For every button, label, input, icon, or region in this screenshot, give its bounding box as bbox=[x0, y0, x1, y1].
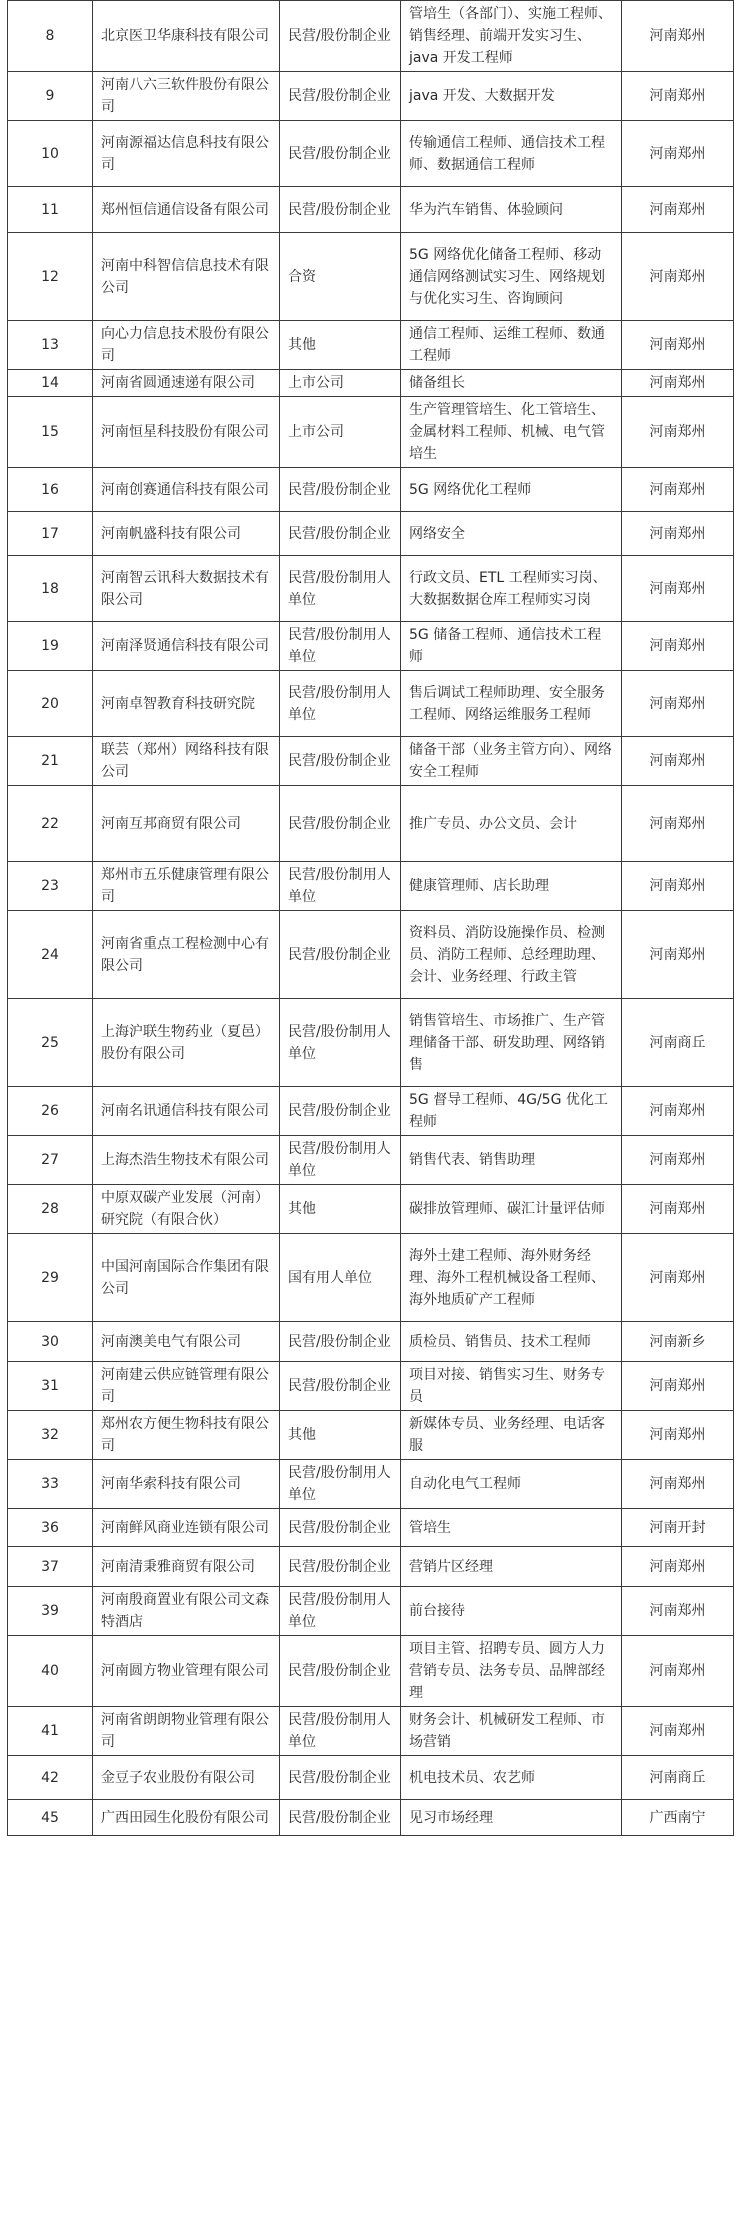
company-name-cell: 金豆子农业股份有限公司 bbox=[93, 1756, 280, 1800]
company-name-cell: 河南卓智教育科技研究院 bbox=[93, 671, 280, 737]
row-number-cell: 28 bbox=[8, 1185, 93, 1234]
table-row bbox=[8, 622, 734, 671]
row-number-cell: 45 bbox=[8, 1800, 93, 1836]
row-number-cell: 17 bbox=[8, 512, 93, 556]
positions-cell: 管培生（各部门）、实施工程师、销售经理、前端开发实习生、java 开发工程师 bbox=[401, 1, 622, 72]
company-name-cell: 河南澳美电气有限公司 bbox=[93, 1322, 280, 1362]
location-cell: 河南郑州 bbox=[622, 1136, 734, 1185]
company-type-cell: 民营/股份制企业 bbox=[280, 187, 401, 233]
positions-cell: 自动化电气工程师 bbox=[401, 1460, 622, 1509]
row-number-cell: 29 bbox=[8, 1234, 93, 1322]
company-name-cell: 河南圆方物业管理有限公司 bbox=[93, 1636, 280, 1707]
location-cell: 河南郑州 bbox=[622, 1411, 734, 1460]
row-number-cell: 10 bbox=[8, 121, 93, 187]
company-name-cell: 郑州农方便生物科技有限公司 bbox=[93, 1411, 280, 1460]
company-type-cell: 民营/股份制企业 bbox=[280, 911, 401, 999]
company-name-cell: 河南创赛通信科技有限公司 bbox=[93, 468, 280, 512]
location-cell: 河南郑州 bbox=[622, 862, 734, 911]
company-type-cell: 国有用人单位 bbox=[280, 1234, 401, 1322]
positions-cell: 行政文员、ETL 工程师实习岗、大数据数据仓库工程师实习岗 bbox=[401, 556, 622, 622]
company-type-cell: 民营/股份制企业 bbox=[280, 1509, 401, 1547]
table-row bbox=[8, 786, 734, 862]
row-number-cell: 14 bbox=[8, 370, 93, 397]
location-cell: 河南郑州 bbox=[622, 622, 734, 671]
positions-cell: 5G 网络优化储备工程师、移动通信网络测试实习生、网络规划与优化实习生、咨询顾问 bbox=[401, 233, 622, 321]
table-row bbox=[8, 187, 734, 233]
location-cell: 河南郑州 bbox=[622, 72, 734, 121]
row-number-cell: 31 bbox=[8, 1362, 93, 1411]
table-row bbox=[8, 1460, 734, 1509]
company-name-cell: 上海杰浩生物技术有限公司 bbox=[93, 1136, 280, 1185]
location-cell: 河南郑州 bbox=[622, 1, 734, 72]
positions-cell: 储备干部（业务主管方向）、网络安全工程师 bbox=[401, 737, 622, 786]
location-cell: 河南郑州 bbox=[622, 1587, 734, 1636]
company-type-cell: 民营/股份制用人单位 bbox=[280, 671, 401, 737]
row-number-cell: 26 bbox=[8, 1087, 93, 1136]
positions-cell: 健康管理师、店长助理 bbox=[401, 862, 622, 911]
company-type-cell: 民营/股份制企业 bbox=[280, 121, 401, 187]
company-name-cell: 河南中科智信信息技术有限公司 bbox=[93, 233, 280, 321]
positions-cell: 项目主管、招聘专员、圆方人力营销专员、法务专员、品牌部经理 bbox=[401, 1636, 622, 1707]
company-type-cell: 民营/股份制企业 bbox=[280, 1756, 401, 1800]
positions-cell: java 开发、大数据开发 bbox=[401, 72, 622, 121]
positions-cell: 华为汽车销售、体验顾问 bbox=[401, 187, 622, 233]
row-number-cell: 15 bbox=[8, 397, 93, 468]
table-row bbox=[8, 397, 734, 468]
row-number-cell: 25 bbox=[8, 999, 93, 1087]
company-name-cell: 河南省圆通速递有限公司 bbox=[93, 370, 280, 397]
table-row bbox=[8, 512, 734, 556]
company-name-cell: 河南华索科技有限公司 bbox=[93, 1460, 280, 1509]
row-number-cell: 13 bbox=[8, 321, 93, 370]
company-name-cell: 河南源福达信息科技有限公司 bbox=[93, 121, 280, 187]
table-row bbox=[8, 911, 734, 999]
row-number-cell: 37 bbox=[8, 1547, 93, 1587]
location-cell: 河南郑州 bbox=[622, 233, 734, 321]
location-cell: 河南郑州 bbox=[622, 786, 734, 862]
table-row bbox=[8, 999, 734, 1087]
row-number-cell: 21 bbox=[8, 737, 93, 786]
company-type-cell: 民营/股份制企业 bbox=[280, 1362, 401, 1411]
company-type-cell: 民营/股份制企业 bbox=[280, 1, 401, 72]
company-type-cell: 民营/股份制企业 bbox=[280, 468, 401, 512]
positions-cell: 生产管理管培生、化工管培生、金属材料工程师、机械、电气管培生 bbox=[401, 397, 622, 468]
recruitment-table bbox=[7, 0, 734, 1836]
table-body bbox=[8, 1, 734, 1836]
positions-cell: 销售代表、销售助理 bbox=[401, 1136, 622, 1185]
row-number-cell: 19 bbox=[8, 622, 93, 671]
company-name-cell: 河南省重点工程检测中心有限公司 bbox=[93, 911, 280, 999]
table-row bbox=[8, 862, 734, 911]
company-type-cell: 其他 bbox=[280, 1185, 401, 1234]
positions-cell: 项目对接、销售实习生、财务专员 bbox=[401, 1362, 622, 1411]
company-type-cell: 合资 bbox=[280, 233, 401, 321]
company-name-cell: 中国河南国际合作集团有限公司 bbox=[93, 1234, 280, 1322]
location-cell: 河南郑州 bbox=[622, 671, 734, 737]
row-number-cell: 20 bbox=[8, 671, 93, 737]
positions-cell: 5G 督导工程师、4G/5G 优化工程师 bbox=[401, 1087, 622, 1136]
company-name-cell: 河南清秉雅商贸有限公司 bbox=[93, 1547, 280, 1587]
company-name-cell: 河南名讯通信科技有限公司 bbox=[93, 1087, 280, 1136]
table-row bbox=[8, 1756, 734, 1800]
company-name-cell: 河南恒星科技股份有限公司 bbox=[93, 397, 280, 468]
location-cell: 河南郑州 bbox=[622, 321, 734, 370]
table-row bbox=[8, 72, 734, 121]
table-row bbox=[8, 1636, 734, 1707]
table-row bbox=[8, 1587, 734, 1636]
company-type-cell: 民营/股份制企业 bbox=[280, 1322, 401, 1362]
table-row bbox=[8, 1234, 734, 1322]
row-number-cell: 36 bbox=[8, 1509, 93, 1547]
positions-cell: 管培生 bbox=[401, 1509, 622, 1547]
row-number-cell: 42 bbox=[8, 1756, 93, 1800]
table-row bbox=[8, 468, 734, 512]
positions-cell: 通信工程师、运维工程师、数通工程师 bbox=[401, 321, 622, 370]
table-row bbox=[8, 370, 734, 397]
table-row bbox=[8, 233, 734, 321]
location-cell: 河南郑州 bbox=[622, 911, 734, 999]
location-cell: 河南郑州 bbox=[622, 1707, 734, 1756]
positions-cell: 见习市场经理 bbox=[401, 1800, 622, 1836]
location-cell: 河南郑州 bbox=[622, 1362, 734, 1411]
company-type-cell: 民营/股份制企业 bbox=[280, 72, 401, 121]
company-type-cell: 民营/股份制企业 bbox=[280, 1800, 401, 1836]
positions-cell: 推广专员、办公文员、会计 bbox=[401, 786, 622, 862]
company-type-cell: 民营/股份制企业 bbox=[280, 1087, 401, 1136]
company-name-cell: 郑州市五乐健康管理有限公司 bbox=[93, 862, 280, 911]
row-number-cell: 33 bbox=[8, 1460, 93, 1509]
company-type-cell: 民营/股份制用人单位 bbox=[280, 862, 401, 911]
row-number-cell: 8 bbox=[8, 1, 93, 72]
row-number-cell: 18 bbox=[8, 556, 93, 622]
positions-cell: 海外土建工程师、海外财务经理、海外工程机械设备工程师、海外地质矿产工程师 bbox=[401, 1234, 622, 1322]
table-row bbox=[8, 1800, 734, 1836]
company-name-cell: 河南鲜风商业连锁有限公司 bbox=[93, 1509, 280, 1547]
row-number-cell: 39 bbox=[8, 1587, 93, 1636]
row-number-cell: 23 bbox=[8, 862, 93, 911]
location-cell: 河南郑州 bbox=[622, 370, 734, 397]
location-cell: 河南商丘 bbox=[622, 999, 734, 1087]
positions-cell: 网络安全 bbox=[401, 512, 622, 556]
table-row bbox=[8, 737, 734, 786]
company-type-cell: 上市公司 bbox=[280, 397, 401, 468]
positions-cell: 碳排放管理师、碳汇计量评估师 bbox=[401, 1185, 622, 1234]
location-cell: 河南郑州 bbox=[622, 1234, 734, 1322]
location-cell: 河南郑州 bbox=[622, 1547, 734, 1587]
company-type-cell: 民营/股份制企业 bbox=[280, 1636, 401, 1707]
positions-cell: 营销片区经理 bbox=[401, 1547, 622, 1587]
positions-cell: 传输通信工程师、通信技术工程师、数据通信工程师 bbox=[401, 121, 622, 187]
row-number-cell: 32 bbox=[8, 1411, 93, 1460]
company-type-cell: 民营/股份制用人单位 bbox=[280, 1707, 401, 1756]
row-number-cell: 40 bbox=[8, 1636, 93, 1707]
company-name-cell: 河南互邦商贸有限公司 bbox=[93, 786, 280, 862]
company-type-cell: 民营/股份制用人单位 bbox=[280, 1136, 401, 1185]
positions-cell: 销售管培生、市场推广、生产管理储备干部、研发助理、网络销售 bbox=[401, 999, 622, 1087]
company-type-cell: 民营/股份制企业 bbox=[280, 737, 401, 786]
positions-cell: 财务会计、机械研发工程师、市场营销 bbox=[401, 1707, 622, 1756]
company-name-cell: 中原双碳产业发展（河南）研究院（有限合伙） bbox=[93, 1185, 280, 1234]
row-number-cell: 27 bbox=[8, 1136, 93, 1185]
table-row bbox=[8, 1136, 734, 1185]
location-cell: 河南郑州 bbox=[622, 468, 734, 512]
company-name-cell: 郑州恒信通信设备有限公司 bbox=[93, 187, 280, 233]
company-type-cell: 民营/股份制用人单位 bbox=[280, 556, 401, 622]
company-type-cell: 民营/股份制企业 bbox=[280, 1547, 401, 1587]
location-cell: 河南郑州 bbox=[622, 556, 734, 622]
location-cell: 河南新乡 bbox=[622, 1322, 734, 1362]
company-name-cell: 河南建云供应链管理有限公司 bbox=[93, 1362, 280, 1411]
table-row bbox=[8, 1, 734, 72]
positions-cell: 资料员、消防设施操作员、检测员、消防工程师、总经理助理、会计、业务经理、行政主管 bbox=[401, 911, 622, 999]
company-name-cell: 河南帆盛科技有限公司 bbox=[93, 512, 280, 556]
location-cell: 河南郑州 bbox=[622, 737, 734, 786]
row-number-cell: 41 bbox=[8, 1707, 93, 1756]
company-name-cell: 河南智云讯科大数据技术有限公司 bbox=[93, 556, 280, 622]
location-cell: 河南郑州 bbox=[622, 1460, 734, 1509]
table-row bbox=[8, 1185, 734, 1234]
company-type-cell: 民营/股份制用人单位 bbox=[280, 1587, 401, 1636]
positions-cell: 售后调试工程师助理、安全服务工程师、网络运维服务工程师 bbox=[401, 671, 622, 737]
row-number-cell: 9 bbox=[8, 72, 93, 121]
positions-cell: 前台接待 bbox=[401, 1587, 622, 1636]
table-row bbox=[8, 121, 734, 187]
company-name-cell: 河南八六三软件股份有限公司 bbox=[93, 72, 280, 121]
company-name-cell: 向心力信息技术股份有限公司 bbox=[93, 321, 280, 370]
company-type-cell: 民营/股份制用人单位 bbox=[280, 622, 401, 671]
row-number-cell: 22 bbox=[8, 786, 93, 862]
row-number-cell: 12 bbox=[8, 233, 93, 321]
table-row bbox=[8, 671, 734, 737]
company-type-cell: 民营/股份制用人单位 bbox=[280, 1460, 401, 1509]
row-number-cell: 30 bbox=[8, 1322, 93, 1362]
location-cell: 河南商丘 bbox=[622, 1756, 734, 1800]
location-cell: 河南郑州 bbox=[622, 187, 734, 233]
location-cell: 河南郑州 bbox=[622, 397, 734, 468]
table-row bbox=[8, 1509, 734, 1547]
table-row bbox=[8, 556, 734, 622]
row-number-cell: 11 bbox=[8, 187, 93, 233]
company-name-cell: 联芸（郑州）网络科技有限公司 bbox=[93, 737, 280, 786]
company-type-cell: 其他 bbox=[280, 321, 401, 370]
location-cell: 河南郑州 bbox=[622, 1185, 734, 1234]
location-cell: 河南郑州 bbox=[622, 121, 734, 187]
company-name-cell: 河南省朗朗物业管理有限公司 bbox=[93, 1707, 280, 1756]
table-row bbox=[8, 1087, 734, 1136]
company-name-cell: 北京医卫华康科技有限公司 bbox=[93, 1, 280, 72]
location-cell: 河南开封 bbox=[622, 1509, 734, 1547]
location-cell: 广西南宁 bbox=[622, 1800, 734, 1836]
location-cell: 河南郑州 bbox=[622, 1087, 734, 1136]
company-name-cell: 河南泽贤通信科技有限公司 bbox=[93, 622, 280, 671]
company-type-cell: 其他 bbox=[280, 1411, 401, 1460]
positions-cell: 机电技术员、农艺师 bbox=[401, 1756, 622, 1800]
table-row bbox=[8, 1362, 734, 1411]
company-name-cell: 广西田园生化股份有限公司 bbox=[93, 1800, 280, 1836]
location-cell: 河南郑州 bbox=[622, 512, 734, 556]
location-cell: 河南郑州 bbox=[622, 1636, 734, 1707]
company-type-cell: 民营/股份制企业 bbox=[280, 786, 401, 862]
company-type-cell: 上市公司 bbox=[280, 370, 401, 397]
company-name-cell: 河南殷商置业有限公司文森特酒店 bbox=[93, 1587, 280, 1636]
company-type-cell: 民营/股份制企业 bbox=[280, 512, 401, 556]
positions-cell: 5G 储备工程师、通信技术工程师 bbox=[401, 622, 622, 671]
row-number-cell: 16 bbox=[8, 468, 93, 512]
table-row bbox=[8, 1547, 734, 1587]
table-row bbox=[8, 1707, 734, 1756]
company-name-cell: 上海沪联生物药业（夏邑）股份有限公司 bbox=[93, 999, 280, 1087]
positions-cell: 质检员、销售员、技术工程师 bbox=[401, 1322, 622, 1362]
company-type-cell: 民营/股份制用人单位 bbox=[280, 999, 401, 1087]
table-row bbox=[8, 1411, 734, 1460]
positions-cell: 5G 网络优化工程师 bbox=[401, 468, 622, 512]
positions-cell: 新媒体专员、业务经理、电话客服 bbox=[401, 1411, 622, 1460]
positions-cell: 储备组长 bbox=[401, 370, 622, 397]
row-number-cell: 24 bbox=[8, 911, 93, 999]
table-row bbox=[8, 1322, 734, 1362]
table-row bbox=[8, 321, 734, 370]
